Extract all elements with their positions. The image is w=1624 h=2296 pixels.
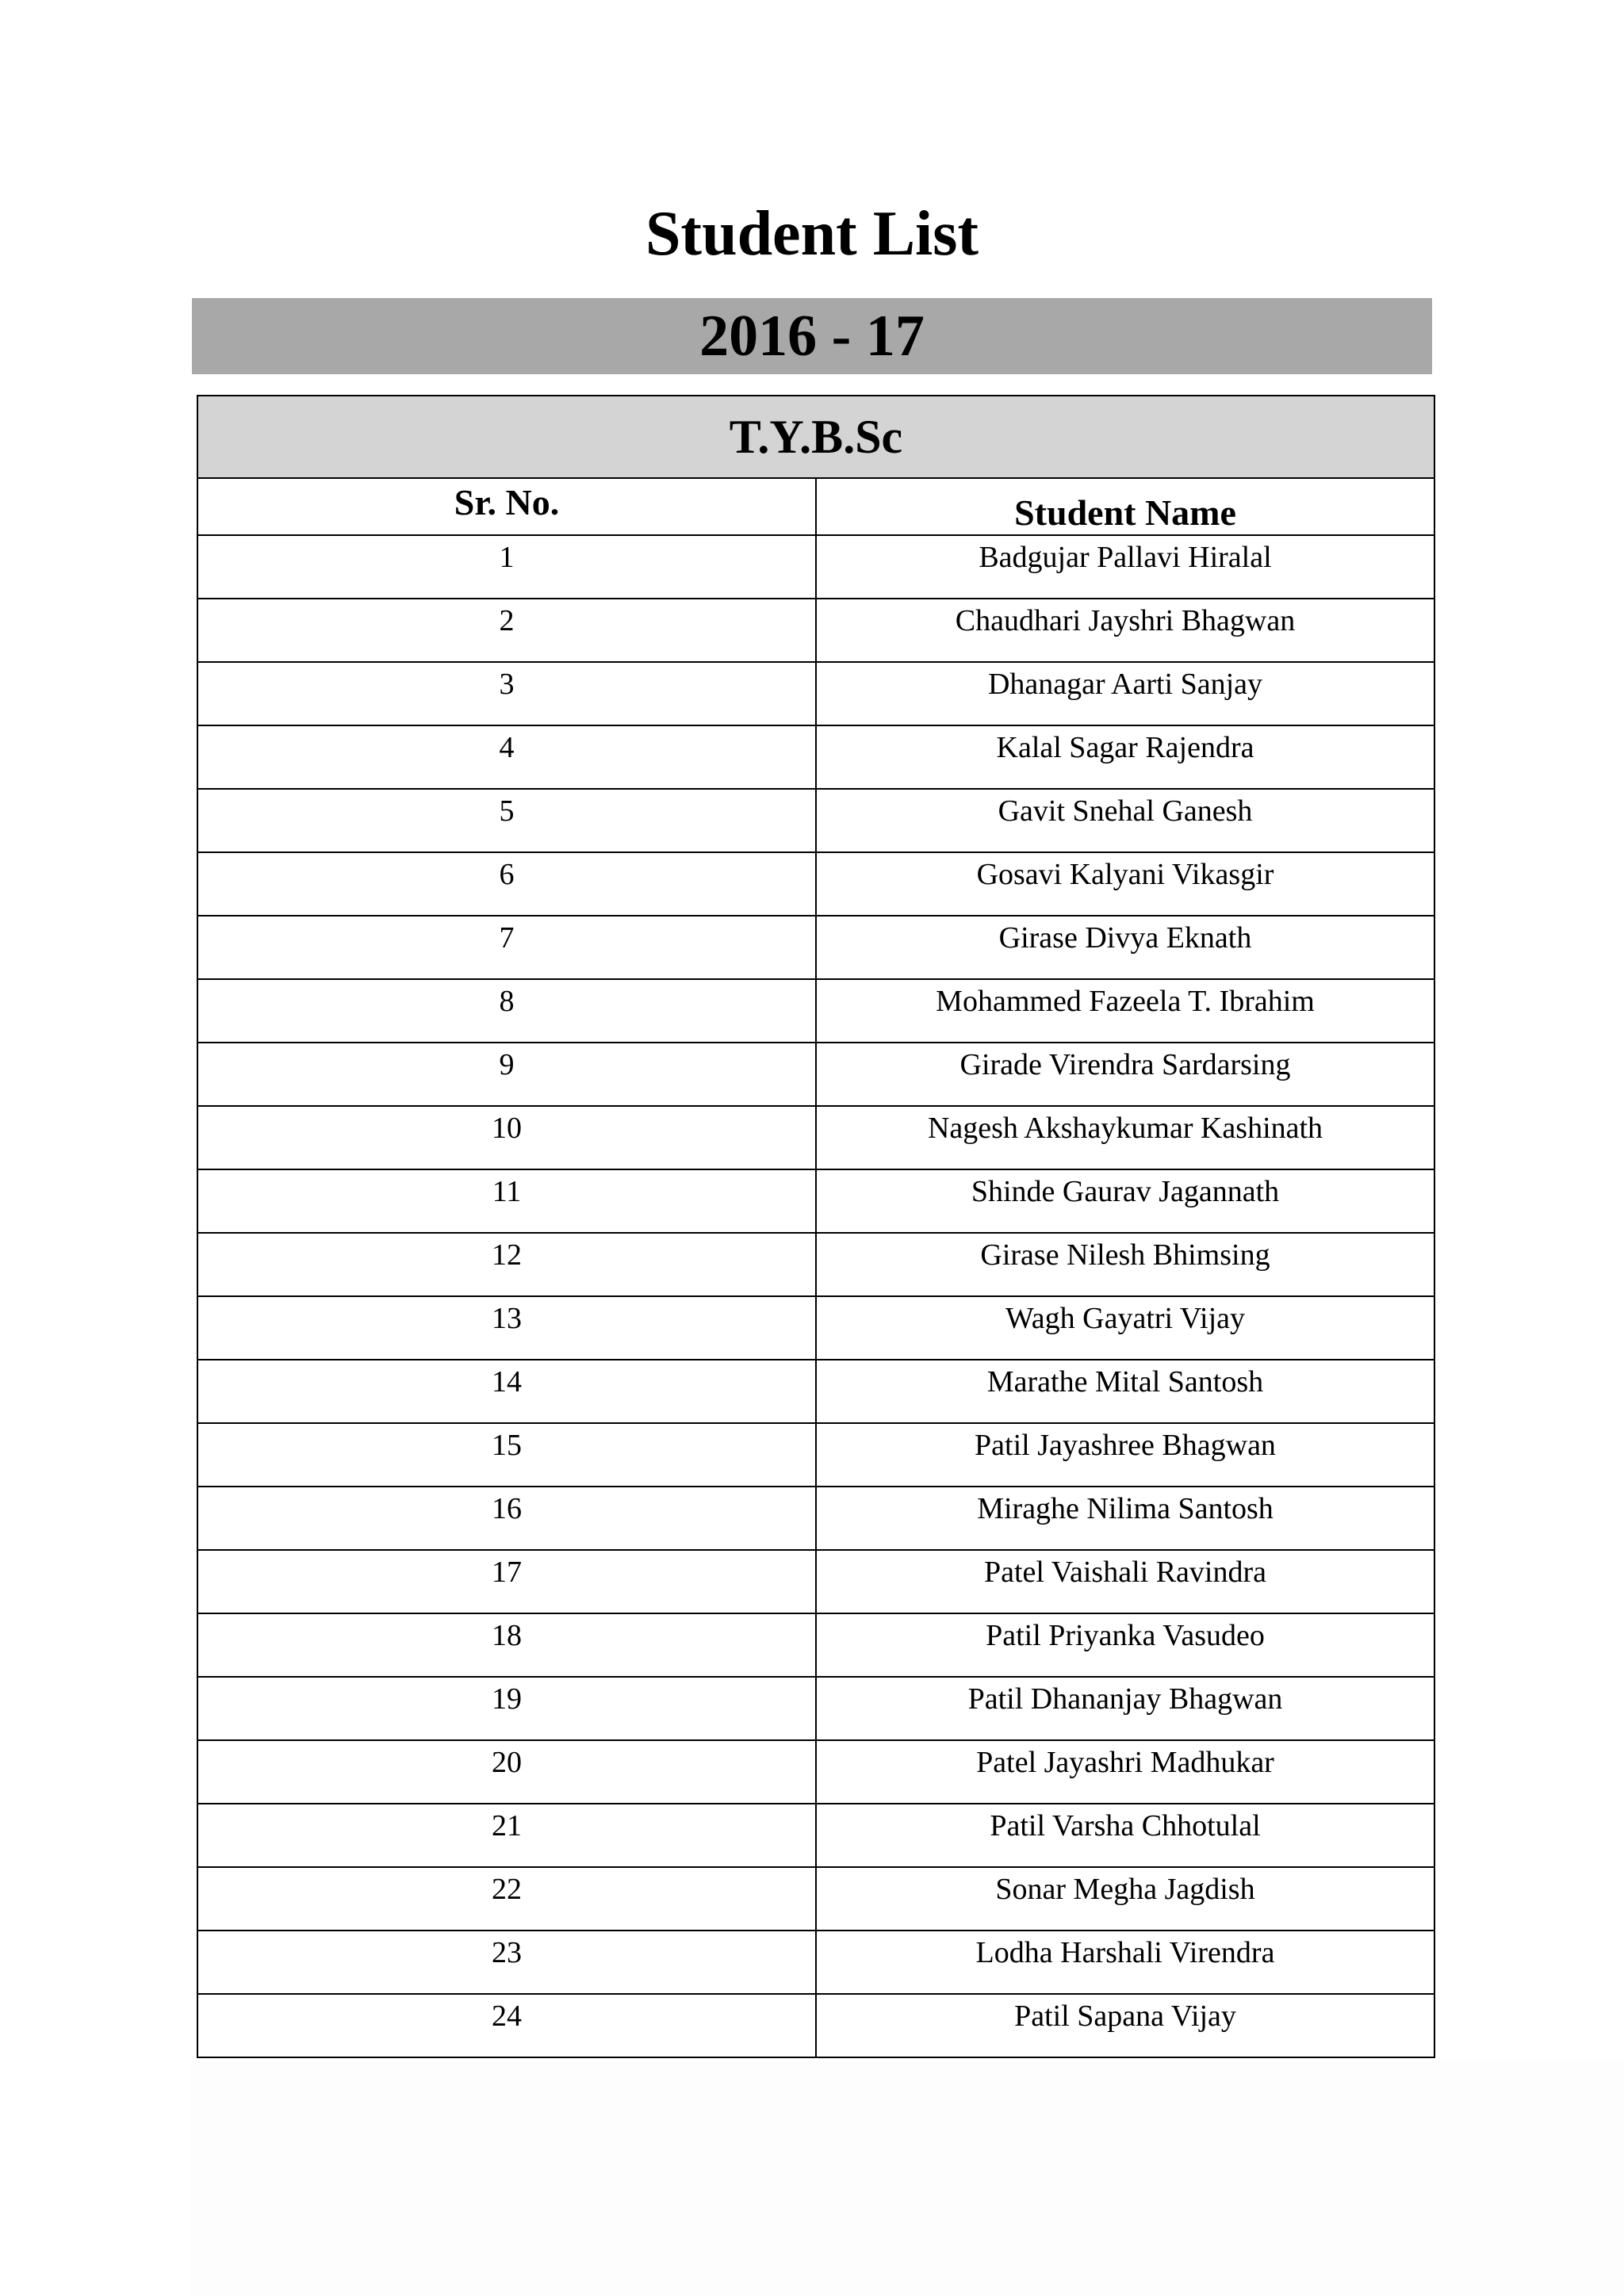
serial-number-cell: 20 [197,1740,816,1804]
serial-number-cell: 23 [197,1931,816,1994]
page-background-shade [190,2061,1624,2296]
serial-number-cell: 10 [197,1106,816,1169]
student-name-cell: Patel Jayashri Madhukar [816,1740,1434,1804]
table-row [197,1613,1434,1677]
table-row [197,1867,1434,1931]
student-name-cell: Sonar Megha Jagdish [816,1867,1434,1931]
serial-number-cell: 7 [197,916,816,979]
student-name-cell: Shinde Gaurav Jagannath [816,1169,1434,1233]
column-header-sr-no: Sr. No. [197,478,816,535]
table-row [197,1106,1434,1169]
table-row [197,599,1434,662]
table-row [197,1487,1434,1550]
table-row [197,979,1434,1043]
table-row [197,662,1434,725]
student-name-cell: Nagesh Akshaykumar Kashinath [816,1106,1434,1169]
student-name-cell: Lodha Harshali Virendra [816,1931,1434,1994]
student-table [197,395,1435,2058]
serial-number-cell: 22 [197,1867,816,1931]
table-row [197,852,1434,916]
serial-number-cell: 1 [197,535,816,599]
student-name-cell: Kalal Sagar Rajendra [816,725,1434,789]
serial-number-cell: 18 [197,1613,816,1677]
student-name-cell: Mohammed Fazeela T. Ibrahim [816,979,1434,1043]
student-name-cell: Patil Dhananjay Bhagwan [816,1677,1434,1740]
student-name-cell: Patil Priyanka Vasudeo [816,1613,1434,1677]
table-row [197,1804,1434,1867]
academic-year-band: 2016 - 17 [192,298,1432,374]
student-name-cell: Chaudhari Jayshri Bhagwan [816,599,1434,662]
class-header-row [197,396,1434,478]
serial-number-cell: 3 [197,662,816,725]
serial-number-cell: 9 [197,1043,816,1106]
table-row [197,1043,1434,1106]
student-name-cell: Girade Virendra Sardarsing [816,1043,1434,1106]
serial-number-cell: 11 [197,1169,816,1233]
table-row [197,535,1434,599]
serial-number-cell: 6 [197,852,816,916]
table-row [197,1360,1434,1423]
student-name-cell: Patil Jayashree Bhagwan [816,1423,1434,1487]
student-name-cell: Marathe Mital Santosh [816,1360,1434,1423]
table-row [197,1550,1434,1613]
table-row [197,1994,1434,2057]
student-name-cell: Gosavi Kalyani Vikasgir [816,852,1434,916]
table-row [197,916,1434,979]
page-title: Student List [645,199,979,269]
serial-number-cell: 15 [197,1423,816,1487]
serial-number-cell: 2 [197,599,816,662]
student-name-cell: Miraghe Nilima Santosh [816,1487,1434,1550]
table-row [197,1296,1434,1360]
serial-number-cell: 17 [197,1550,816,1613]
serial-number-cell: 13 [197,1296,816,1360]
student-name-cell: Patel Vaishali Ravindra [816,1550,1434,1613]
column-header-student-name: Student Name [816,478,1434,535]
class-name-heading: T.Y.B.Sc [197,396,1434,478]
serial-number-cell: 14 [197,1360,816,1423]
student-name-cell: Patil Sapana Vijay [816,1994,1434,2057]
serial-number-cell: 4 [197,725,816,789]
serial-number-cell: 16 [197,1487,816,1550]
student-name-cell: Wagh Gayatri Vijay [816,1296,1434,1360]
serial-number-cell: 5 [197,789,816,852]
table-row [197,1423,1434,1487]
table-row [197,1233,1434,1296]
table-row [197,725,1434,789]
serial-number-cell: 21 [197,1804,816,1867]
table-row [197,1677,1434,1740]
student-rows [197,535,1434,2057]
serial-number-cell: 19 [197,1677,816,1740]
table-row [197,1740,1434,1804]
serial-number-cell: 8 [197,979,816,1043]
student-name-cell: Girase Nilesh Bhimsing [816,1233,1434,1296]
table-row [197,1931,1434,1994]
table-row [197,1169,1434,1233]
student-name-cell: Dhanagar Aarti Sanjay [816,662,1434,725]
serial-number-cell: 12 [197,1233,816,1296]
column-header-row [197,478,1434,535]
student-name-cell: Girase Divya Eknath [816,916,1434,979]
table-row [197,789,1434,852]
student-name-cell: Gavit Snehal Ganesh [816,789,1434,852]
student-name-cell: Patil Varsha Chhotulal [816,1804,1434,1867]
student-name-cell: Badgujar Pallavi Hiralal [816,535,1434,599]
serial-number-cell: 24 [197,1994,816,2057]
